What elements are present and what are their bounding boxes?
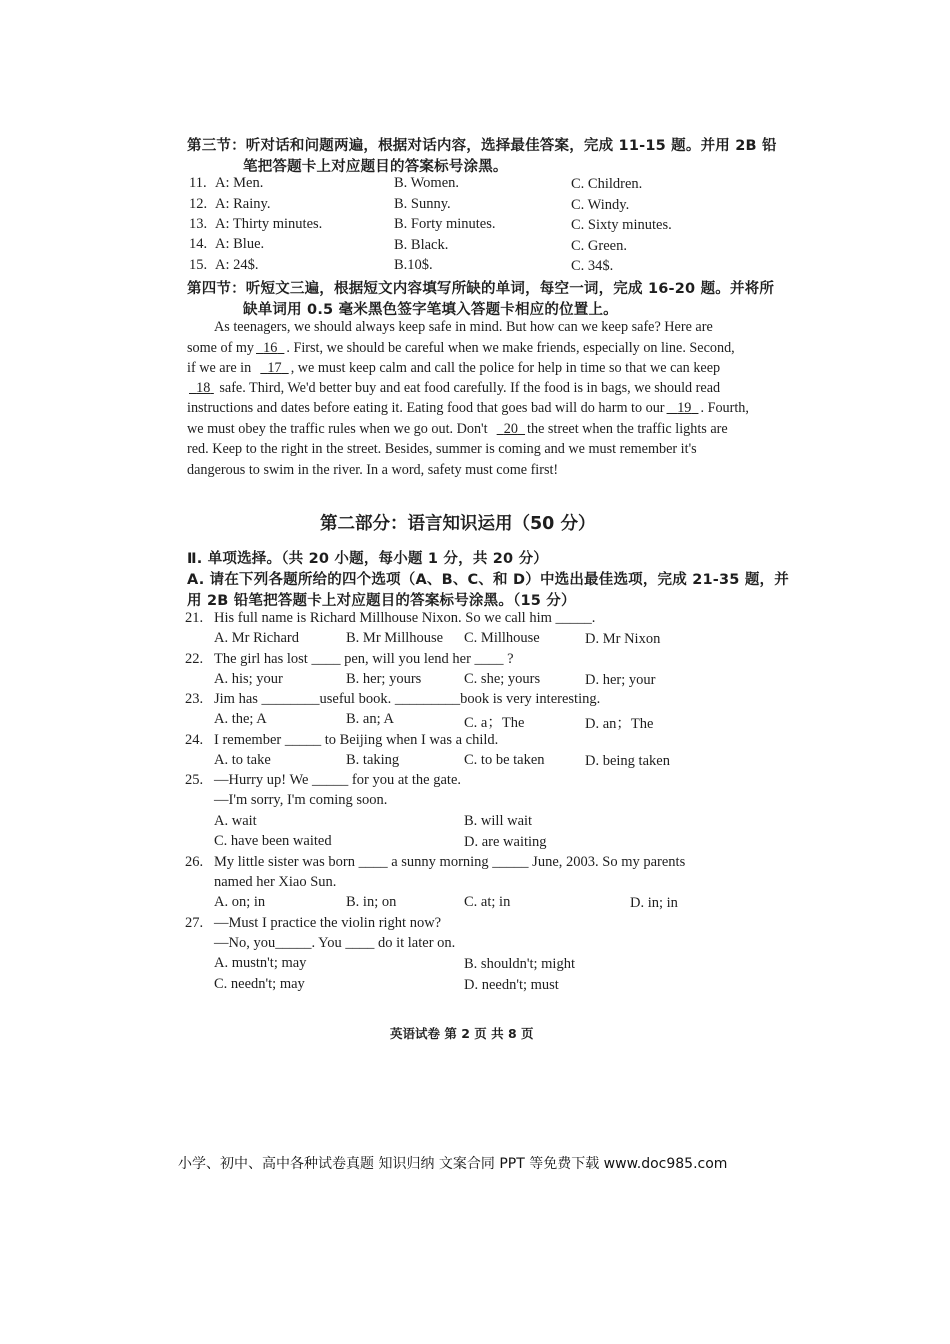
question-number: 22.	[185, 651, 204, 667]
blank-20: 20	[503, 421, 518, 437]
option-c: C. Windy.	[571, 197, 630, 213]
passage-line: red. Keep to the right in the street. Besides, summer is coming and we must remember it's	[187, 441, 697, 457]
option-c: C. a；The	[464, 715, 525, 731]
option-c: C. Children.	[571, 176, 643, 192]
question-stem: —Must I practice the violin right now?	[214, 915, 442, 931]
option-c: C. Millhouse	[464, 630, 540, 646]
section4-heading-line1: 第四节：听短文三遍，根据短文内容填写所缺的单词，每空一词，完成 16-20 题。并将所	[187, 281, 775, 297]
option-b: B. taking	[346, 752, 400, 768]
option-d: D. her; your	[585, 672, 656, 688]
blank-17: 17	[267, 360, 282, 376]
option-b: B. her; yours	[346, 671, 422, 687]
option-b: B. an; A	[346, 711, 394, 727]
option-c: C. needn't; may	[214, 976, 305, 992]
part2-instruction-line2: 用 2B 铅笔把答题卡上对应题目的答案标号涂黑。（15 分）	[187, 593, 576, 609]
option-a: A. his; your	[214, 671, 283, 687]
option-a: A: Rainy.	[215, 196, 271, 212]
blank-18: 18	[196, 380, 211, 396]
question-stem: His full name is Richard Millhouse Nixon. So we call him _____.	[214, 610, 596, 626]
question-stem: I remember _____ to Beijing when I was a child.	[214, 732, 499, 748]
passage-text: . First, we should be careful when we make friends, especially on line. Second,	[286, 340, 735, 356]
download-banner: 小学、初中、高中各种试卷真题 知识归纳 文案合同 PPT 等免费下载 www.doc985.com	[178, 1156, 728, 1172]
blank-16: 16	[263, 340, 278, 356]
option-b: B. Sunny.	[394, 196, 451, 212]
option-c: C. to be taken	[464, 752, 545, 768]
option-a: A: Men.	[215, 175, 264, 191]
option-d: D. in; in	[630, 895, 678, 911]
option-d: D. an；The	[585, 716, 654, 732]
passage-text: some of my	[187, 340, 254, 356]
option-a: A. the; A	[214, 711, 267, 727]
option-c: C. she; yours	[464, 671, 541, 687]
option-c: C. have been waited	[214, 833, 332, 849]
question-stem: The girl has lost ____ pen, will you lend her ____ ?	[214, 651, 514, 667]
page-number: 英语试卷 第 2 页 共 8 页	[390, 1026, 534, 1041]
option-b: B.10$.	[394, 257, 433, 273]
option-d: D. Mr Nixon	[585, 631, 661, 647]
passage-text: instructions and dates before eating it. Eating food that goes bad will do harm to our	[187, 400, 665, 416]
item-number: 12.	[189, 196, 208, 212]
option-a: A. mustn't; may	[214, 955, 307, 971]
part2-title: 第二部分：语言知识运用（50 分）	[320, 514, 596, 534]
item-number: 11.	[189, 175, 207, 191]
question-stem: My little sister was born ____ a sunny morning _____ June, 2003. So my parents	[214, 854, 686, 870]
passage-text: safe. Third, We'd better buy and eat food carefully. If the food is in bags, we should read	[219, 380, 721, 396]
option-a: A: 24$.	[215, 257, 259, 273]
option-b: B. shouldn't; might	[464, 956, 575, 972]
passage-line	[187, 400, 749, 417]
option-b: B. Forty minutes.	[394, 216, 496, 232]
option-a: A. to take	[214, 752, 271, 768]
option-b: B. Women.	[394, 175, 460, 191]
option-a: A. wait	[214, 813, 257, 829]
passage-line	[187, 360, 720, 377]
passage-line: dangerous to swim in the river. In a word, safety must come first!	[187, 462, 559, 478]
passage-line	[187, 421, 728, 438]
passage-line: As teenagers, we should always keep safe in mind. But how can we keep safe? Here are	[214, 319, 713, 335]
option-b: B. will wait	[464, 813, 533, 829]
option-b: B. Mr Millhouse	[346, 630, 444, 646]
blank-19: 19	[677, 400, 692, 416]
question-stem-line2: named her Xiao Sun.	[214, 874, 337, 890]
option-d: D. needn't; must	[464, 977, 559, 993]
section3-heading-line1: 第三节：听对话和问题两遍，根据对话内容，选择最佳答案，完成 11-15 题。并用 2B 铅	[187, 138, 777, 154]
option-c: C. Sixty minutes.	[571, 217, 672, 233]
passage-text: . Fourth,	[700, 400, 749, 416]
option-a: A: Thirty minutes.	[215, 216, 323, 232]
question-number: 23.	[185, 691, 204, 707]
question-number: 25.	[185, 772, 204, 788]
option-d: D. being taken	[585, 753, 670, 769]
passage-text: if we are in	[187, 360, 252, 376]
item-number: 15.	[189, 257, 208, 273]
question-number: 27.	[185, 915, 204, 931]
option-a: A. on; in	[214, 894, 266, 910]
option-c: C. 34$.	[571, 258, 614, 274]
question-stem: —Hurry up! We _____ for you at the gate.	[214, 772, 462, 788]
question-number: 24.	[185, 732, 204, 748]
option-a: A. Mr Richard	[214, 630, 299, 646]
passage-text: , we must keep calm and call the police for help in time so that we can keep	[290, 360, 721, 376]
passage-text: the street when the traffic lights are	[527, 421, 728, 437]
question-stem-line2: —No, you_____. You ____ do it later on.	[214, 935, 456, 951]
option-b: B. in; on	[346, 894, 397, 910]
item-number: 13.	[189, 216, 208, 232]
option-a: A: Blue.	[215, 236, 265, 252]
question-stem: Jim has ________useful book. _________book is very interesting.	[214, 691, 601, 707]
option-c: C. Green.	[571, 238, 627, 254]
passage-line	[187, 340, 735, 357]
question-number: 21.	[185, 610, 204, 626]
question-stem-line2: —I'm sorry, I'm coming soon.	[214, 792, 388, 808]
option-d: D. are waiting	[464, 834, 547, 850]
part2-subtitle: Ⅱ. 单项选择。（共 20 小题，每小题 1 分，共 20 分）	[187, 551, 548, 567]
part2-instruction-line1: A. 请在下列各题所给的四个选项（A、B、C、和 D）中选出最佳选项，完成 21-35 题，并	[187, 572, 789, 588]
section3-heading-line2: 笔把答题卡上对应题目的答案标号涂黑。	[243, 159, 508, 175]
section4-heading-line2: 缺单词用 0.5 毫米黑色签字笔填入答题卡相应的位置上。	[243, 302, 618, 318]
option-b: B. Black.	[394, 237, 449, 253]
item-number: 14.	[189, 236, 208, 252]
option-c: C. at; in	[464, 894, 511, 910]
passage-line	[187, 380, 720, 397]
passage-text: we must obey the traffic rules when we go out. Don't	[187, 421, 488, 437]
question-number: 26.	[185, 854, 204, 870]
